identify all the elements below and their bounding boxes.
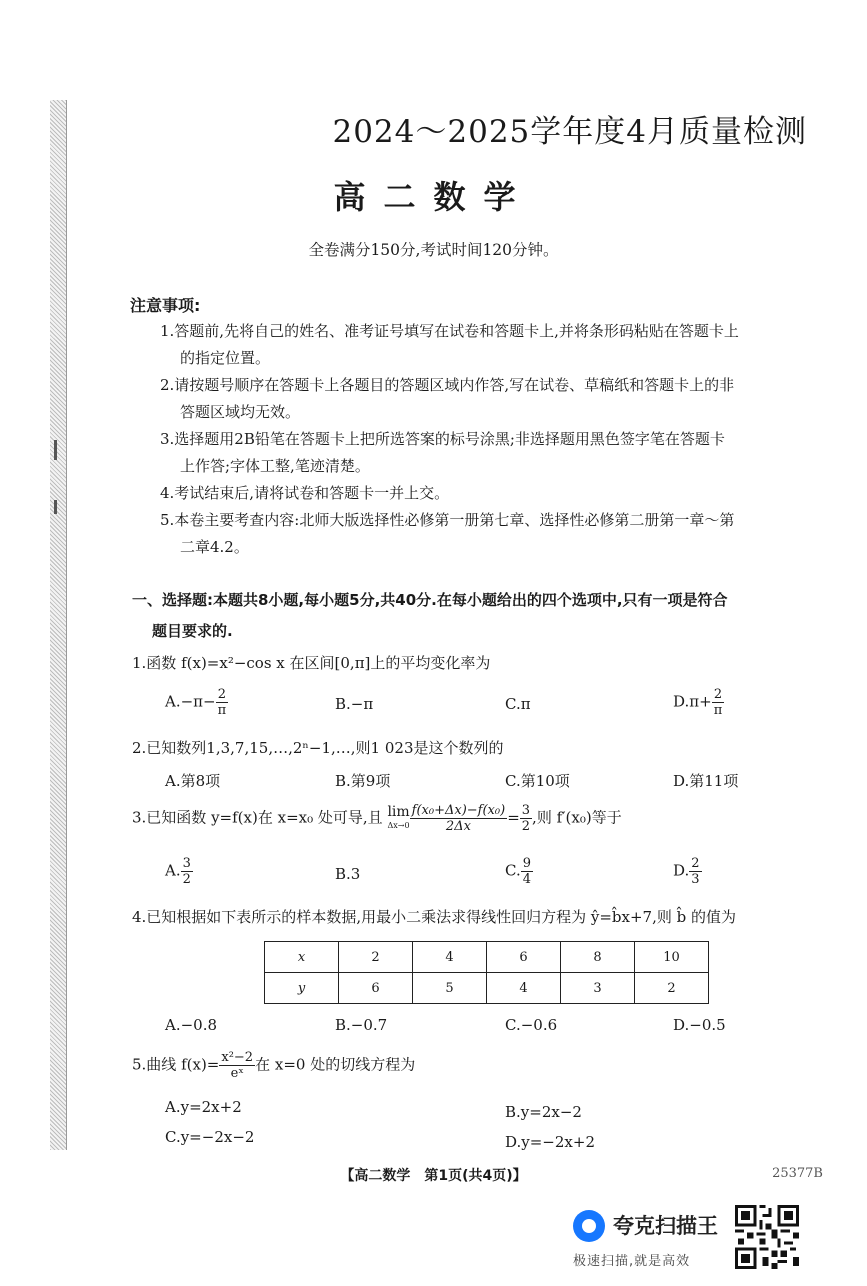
limit-subscript: Δx→0 [387, 820, 410, 830]
table-cell: x [265, 942, 339, 973]
table-cell: 5 [413, 973, 487, 1004]
option-text: A. [165, 861, 181, 880]
binding-mark [54, 440, 57, 460]
subject-title: 高二数学 [333, 178, 534, 216]
section-heading [132, 585, 822, 647]
q1-option-b: B.−π [335, 695, 374, 713]
table-row [265, 973, 709, 1004]
quark-logo-icon [573, 1210, 605, 1242]
q1-option-a [165, 687, 228, 718]
notice-line: 上作答;字体工整,笔迹清楚。 [180, 457, 370, 475]
option-text: A.−π− [165, 692, 216, 711]
denominator: 2 [182, 872, 191, 887]
notice-list [160, 318, 820, 561]
q1-option-c: C.π [505, 695, 531, 713]
notice-line: 1.答题前,先将自己的姓名、准考证号填写在试卷和答题卡上,并将条形码粘贴在答题卡上 [160, 322, 739, 340]
notice-line: 二章4.2。 [180, 538, 249, 556]
q4-option-d: D.−0.5 [673, 1016, 726, 1034]
table-cell: y [265, 973, 339, 1004]
section-line: 一、选择题:本题共8小题,每小题5分,共40分.在每小题给出的四个选项中,只有一项是符合 [132, 591, 728, 609]
denominator: 3 [691, 872, 700, 887]
fraction [181, 856, 193, 887]
table-cell: 4 [413, 942, 487, 973]
numerator: x²−2 [221, 1050, 254, 1065]
brand-slogan: 极速扫描,就是高效 [573, 1254, 691, 1269]
q4-option-a: A.−0.8 [165, 1016, 218, 1034]
q3-option-a [165, 856, 193, 887]
section-line: 题目要求的. [152, 622, 233, 640]
denominator: 2Δx [445, 819, 471, 834]
fraction [712, 687, 725, 718]
option-text: C. [505, 861, 521, 880]
fraction [520, 803, 532, 834]
notice-heading: 注意事项: [130, 296, 201, 315]
paper-code: 25377B [772, 1166, 823, 1181]
fraction [216, 687, 229, 718]
q5-option-c: C.y=−2x−2 [165, 1128, 255, 1146]
notice-line: 5.本卷主要考查内容:北师大版选择性必修第一册第七章、选择性必修第二册第一章～第 [160, 511, 735, 529]
fraction [410, 803, 508, 834]
qr-code-icon [735, 1205, 799, 1269]
table-row [265, 942, 709, 973]
notice-line: 4.考试结束后,请将试卷和答题卡一并上交。 [160, 484, 450, 502]
denominator: π [217, 703, 227, 718]
table-cell: 2 [339, 942, 413, 973]
denominator: 4 [522, 872, 531, 887]
page-footer: 【高二数学 第1页(共4页)】 [340, 1168, 527, 1184]
q3-option-d [673, 856, 702, 887]
q5-option-d: D.y=−2x+2 [505, 1133, 595, 1151]
q3-option-c [505, 856, 533, 887]
q2-option-a: A.第8项 [165, 772, 221, 790]
q4-option-b: B.−0.7 [335, 1016, 388, 1034]
q2-option-d: D.第11项 [673, 772, 739, 790]
table-cell: 6 [487, 942, 561, 973]
table-cell: 3 [561, 973, 635, 1004]
table-cell: 2 [635, 973, 709, 1004]
brand-name: 夸克扫描王 [613, 1214, 718, 1238]
numerator: f(x₀+Δx)−f(x₀) [411, 803, 506, 818]
stem-text: ,则 f′(x₀)等于 [532, 808, 622, 827]
exam-subtitle: 全卷满分150分,考试时间120分钟。 [308, 241, 559, 259]
limit-text: lim [387, 803, 410, 820]
q3-option-b: B.3 [335, 865, 361, 883]
table-cell: 10 [635, 942, 709, 973]
option-text: D.π+ [673, 692, 712, 711]
scanner-watermark [573, 1208, 728, 1274]
denominator: π [713, 703, 723, 718]
notice-line: 3.选择题用2B铅笔在答题卡上把所选答案的标号涂黑;非选择题用黑色签字笔在答题卡 [160, 430, 725, 448]
limit [387, 803, 410, 832]
q1-option-d [673, 687, 724, 718]
numerator: 2 [691, 856, 700, 871]
equals-sign: = [507, 808, 520, 827]
q4-option-c: C.−0.6 [505, 1016, 558, 1034]
question-3-stem [132, 803, 622, 834]
notice-line: 2.请按题号顺序在答题卡上各题目的答题区域内作答,写在试卷、草稿纸和答题卡上的非 [160, 376, 735, 394]
stem-text: 在 x=0 处的切线方程为 [255, 1055, 416, 1074]
table-cell: 6 [339, 973, 413, 1004]
exam-title: 2024～2025学年度4月质量检测 [332, 114, 807, 150]
fraction [521, 856, 533, 887]
numerator: 3 [182, 856, 191, 871]
question-5-stem [132, 1050, 415, 1081]
stem-text: 5.曲线 f(x)= [132, 1055, 220, 1074]
q2-option-b: B.第9项 [335, 772, 391, 790]
question-4-stem: 4.已知根据如下表所示的样本数据,用最小二乘法求得线性回归方程为 ŷ=b̂x+7,则 b̂ 的值为 [132, 908, 736, 926]
notice-line: 的指定位置。 [180, 349, 271, 367]
option-text: D. [673, 861, 690, 880]
stem-text: 3.已知函数 y=f(x)在 x=x₀ 处可导,且 [132, 808, 383, 827]
numerator: 2 [216, 687, 229, 703]
question-1-stem: 1.函数 f(x)=x²−cos x 在区间[0,π]上的平均变化率为 [132, 654, 491, 672]
q2-option-c: C.第10项 [505, 772, 570, 790]
q5-option-a: A.y=2x+2 [165, 1098, 242, 1116]
denominator: eˣ [230, 1066, 244, 1081]
table-cell: 4 [487, 973, 561, 1004]
table-cell: 8 [561, 942, 635, 973]
fraction [689, 856, 701, 887]
question-2-stem: 2.已知数列1,3,7,15,…,2ⁿ−1,…,则1 023是这个数列的 [132, 739, 504, 757]
notice-line: 答题区域均无效。 [180, 403, 301, 421]
sample-data-table [264, 941, 709, 1004]
binding-mark [54, 500, 57, 514]
numerator: 2 [712, 687, 725, 703]
q5-option-b: B.y=2x−2 [505, 1103, 582, 1121]
fraction [219, 1050, 255, 1081]
numerator: 3 [521, 803, 531, 818]
numerator: 9 [522, 856, 531, 871]
denominator: 2 [521, 819, 531, 834]
